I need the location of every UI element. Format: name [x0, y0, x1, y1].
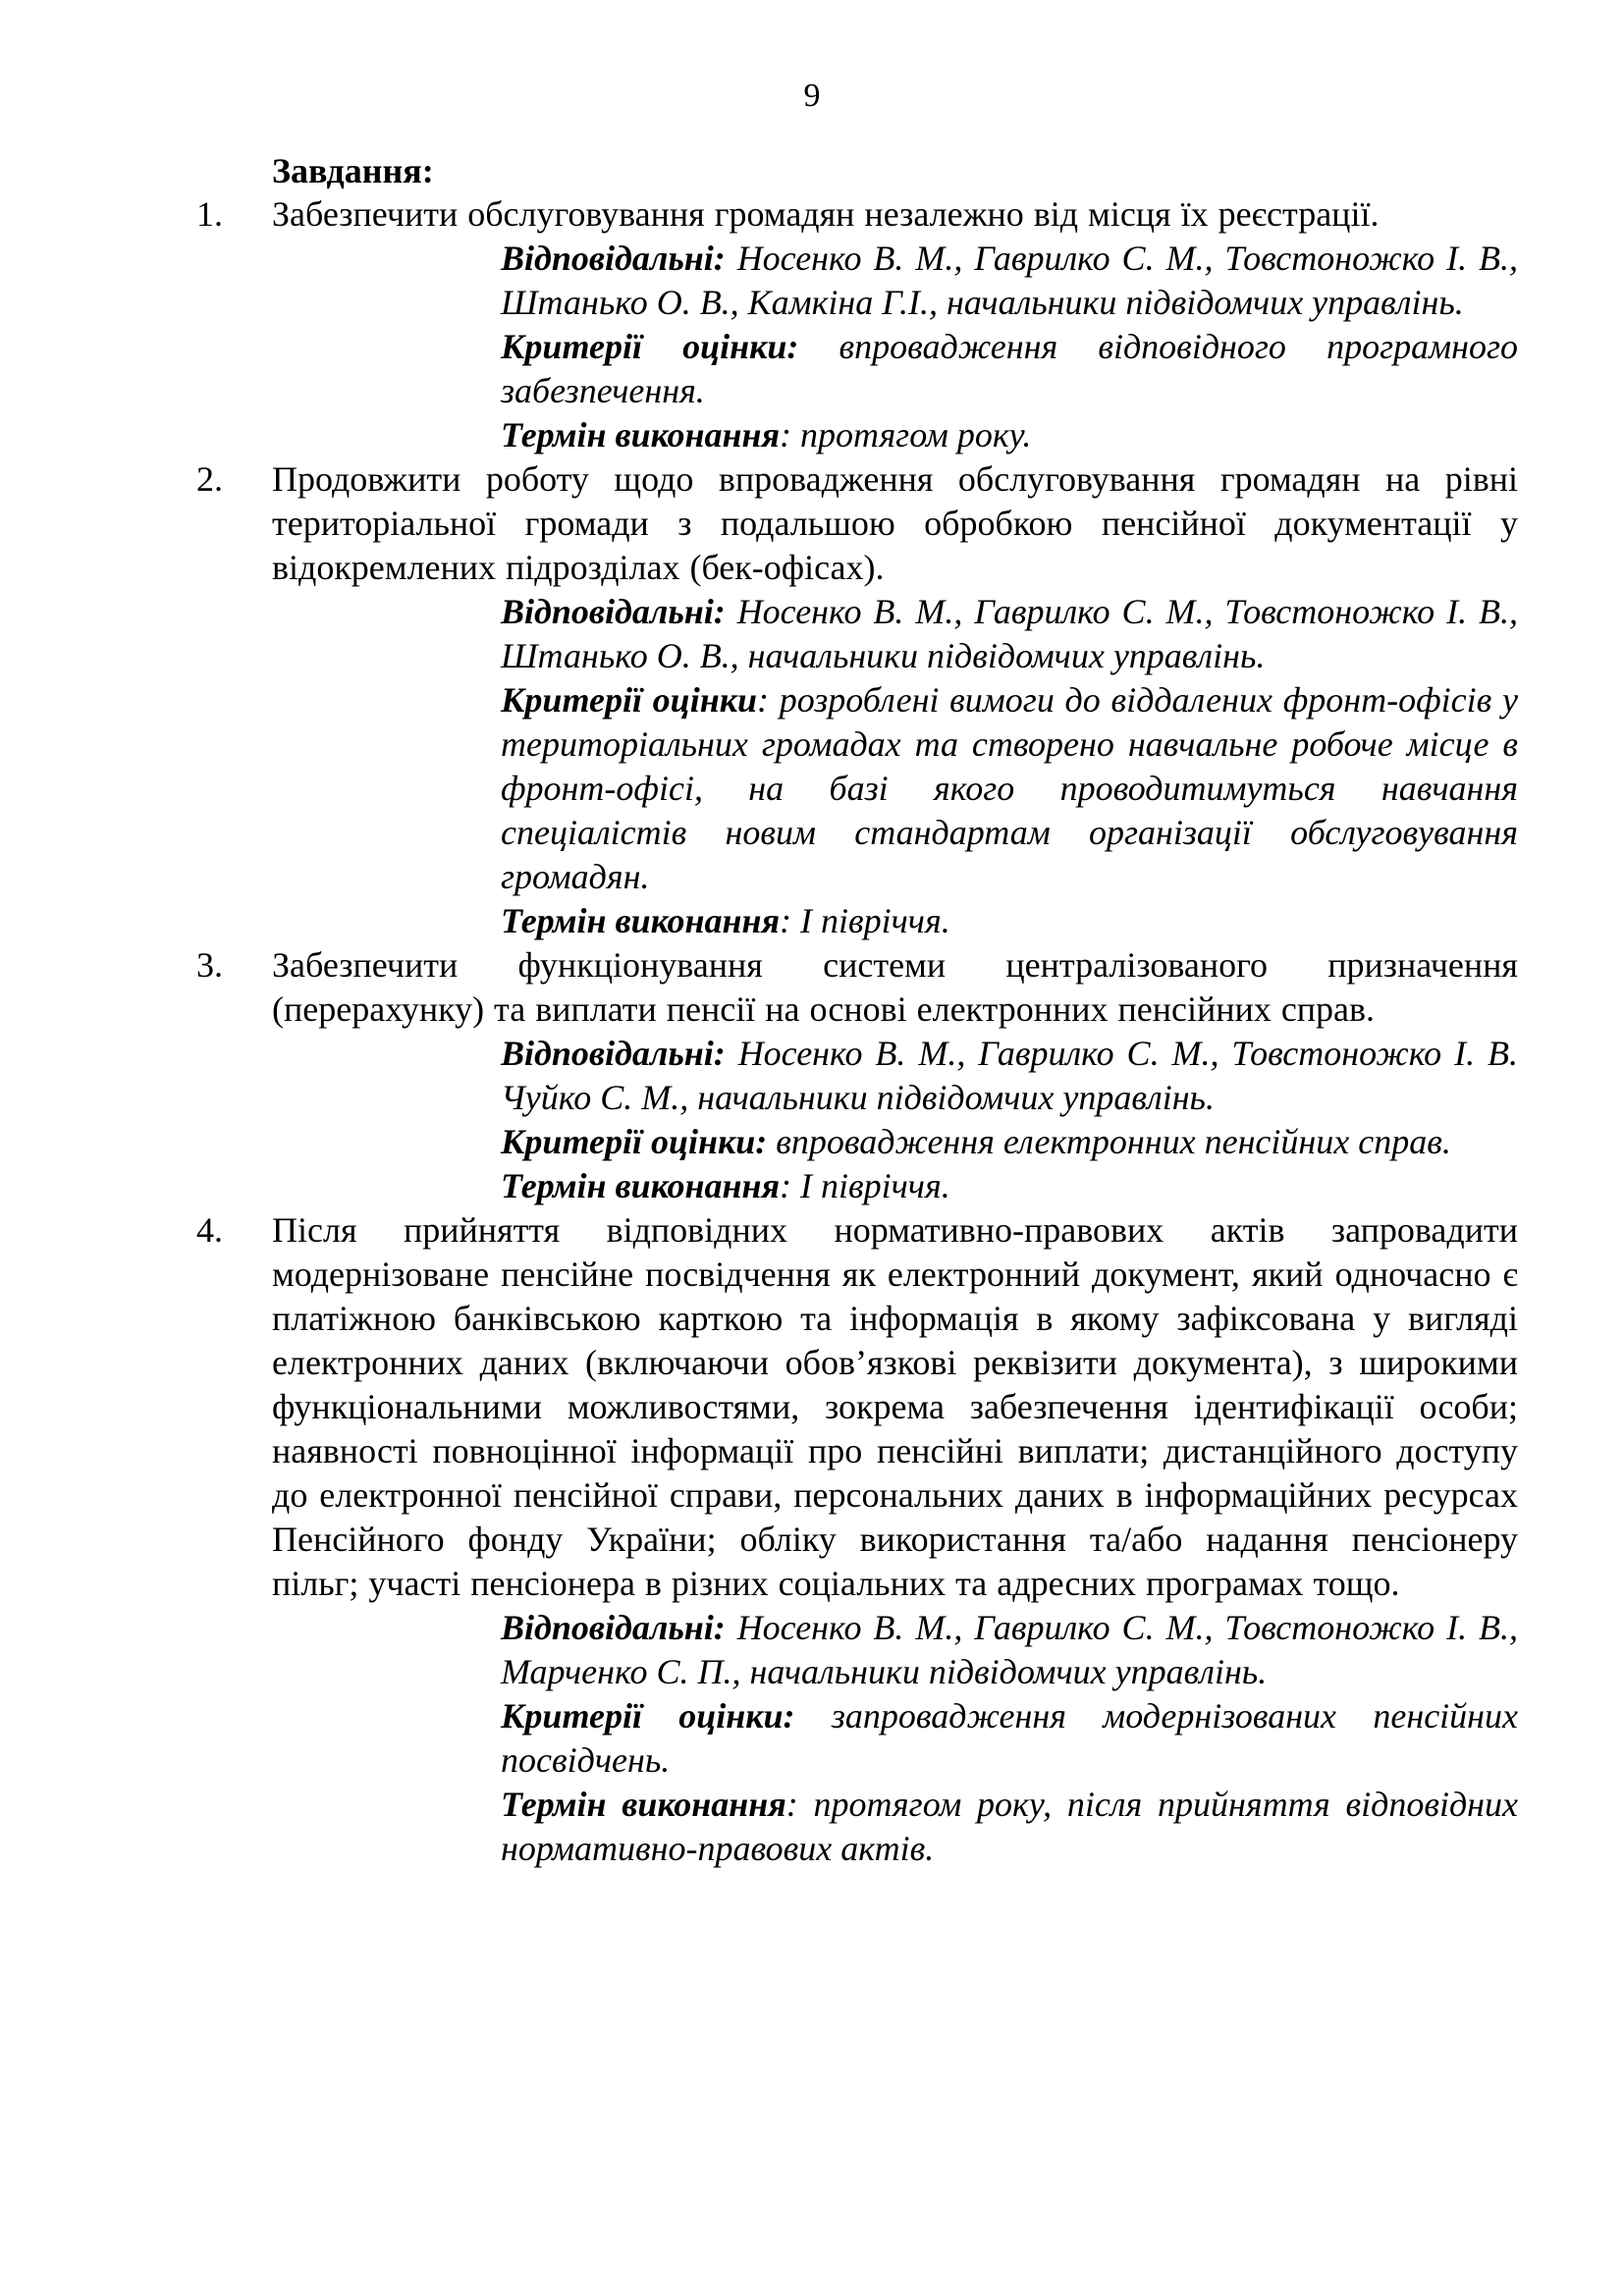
task-list: [196, 192, 1518, 1871]
term-label: Термін виконання: [501, 415, 781, 454]
task-number: 4.: [196, 1210, 223, 1250]
term-label: Термін виконання: [501, 901, 781, 940]
responsible-label: Відповідальні:: [501, 1034, 726, 1073]
task-number: 1.: [196, 194, 223, 234]
criteria-label: Критерії оцінки:: [501, 1696, 795, 1735]
task-number: 3.: [196, 945, 223, 985]
criteria-value: запровадження модернізованих пенсійних посвідчень.: [501, 1696, 1519, 1780]
task-item: [196, 457, 1518, 943]
task-item: [196, 943, 1518, 1208]
task-term: [501, 1783, 1518, 1871]
responsible-value: Носенко В. М., Гаврилко С. М., Товстоножко І. В., Штанько О. В., начальники підвідомчих управлінь.: [501, 592, 1518, 675]
task-term: [501, 413, 1518, 457]
responsible-label: Відповідальні:: [501, 239, 726, 278]
term-value: : І півріччя.: [780, 901, 950, 940]
term-label: Термін виконання: [501, 1166, 781, 1205]
task-responsible: [501, 237, 1518, 325]
criteria-value: : розроблені вимоги до віддалених фронт-офісів у територіальних громадах та створено навчальне робоче місце в фронт-офісі, на базі якого проводитимуться навчання спеціалістів новим стандартам організації обслуговування громадян.: [501, 680, 1518, 896]
criteria-label: Критерії оцінки:: [501, 327, 799, 366]
task-text: Забезпечити функціонування системи централізованого призначення (перерахунку) та виплати пенсії на основі електронних пенсійних справ.: [272, 945, 1518, 1029]
task-item: [196, 192, 1518, 457]
section-heading: Завдання:: [272, 151, 434, 190]
task-criteria: [501, 678, 1518, 899]
task-text: Після прийняття відповідних нормативно-правових актів запровадити модернізоване пенсійне посвідчення як електронний документ, який одночасно є платіжною банківською карткою та інформація в якому зафіксована у вигляді електронних даних (включаючи обов’язкові реквізити документа), з широкими функціональними можливостями, зокрема забезпечення ідентифікації особи; наявності повноцінної інформації про пенсійні виплати; дистанційного доступу до електронної пенсійної справи, персональних даних в інформаційних ресурсах Пенсійного фонду України; обліку використання та/або надання пенсіонеру пільг; участі пенсіонера в різних соціальних та адресних програмах тощо.: [272, 1210, 1518, 1603]
task-responsible: [501, 1606, 1518, 1694]
page-number: 9: [803, 78, 821, 114]
task-responsible: [501, 590, 1518, 678]
criteria-value: впровадження відповідного програмного забезпечення.: [501, 327, 1519, 410]
term-value: : протягом року, після прийняття відповідних нормативно-правових актів.: [501, 1785, 1519, 1868]
responsible-label: Відповідальні:: [501, 592, 726, 631]
task-criteria: [501, 1694, 1518, 1783]
criteria-label: Критерії оцінки: [501, 680, 757, 720]
task-item: [196, 1208, 1518, 1871]
responsible-value: Носенко В. М., Гаврилко С. М., Товстоножко І. В., Штанько О. В., Камкіна Г.І., начальники підвідомчих управлінь.: [501, 239, 1518, 322]
term-value: : І півріччя.: [780, 1166, 950, 1205]
term-value: : протягом року.: [780, 415, 1032, 454]
task-criteria: [501, 1120, 1518, 1164]
task-text: Забезпечити обслуговування громадян незалежно від місця їх реєстрації.: [272, 194, 1380, 234]
task-criteria: [501, 325, 1518, 413]
term-label: Термін виконання: [501, 1785, 786, 1824]
task-responsible: [501, 1032, 1518, 1120]
task-term: [501, 1164, 1518, 1208]
task-term: [501, 899, 1518, 943]
criteria-label: Критерії оцінки:: [501, 1122, 768, 1161]
responsible-value: Носенко В. М., Гаврилко С. М., Товстоножко І. В. Чуйко С. М., начальники підвідомчих управлінь.: [501, 1034, 1518, 1117]
criteria-value: впровадження електронних пенсійних справ.: [776, 1122, 1451, 1161]
task-number: 2.: [196, 459, 223, 499]
responsible-label: Відповідальні:: [501, 1608, 726, 1647]
responsible-value: Носенко В. М., Гаврилко С. М., Товстоножко І. В., Марченко С. П., начальники підвідомчих управлінь.: [501, 1608, 1518, 1691]
task-text: Продовжити роботу щодо впровадження обслуговування громадян на рівні територіальної громади з подальшою обробкою пенсійної документації у відокремлених підрозділах (бек-офісах).: [272, 459, 1518, 587]
